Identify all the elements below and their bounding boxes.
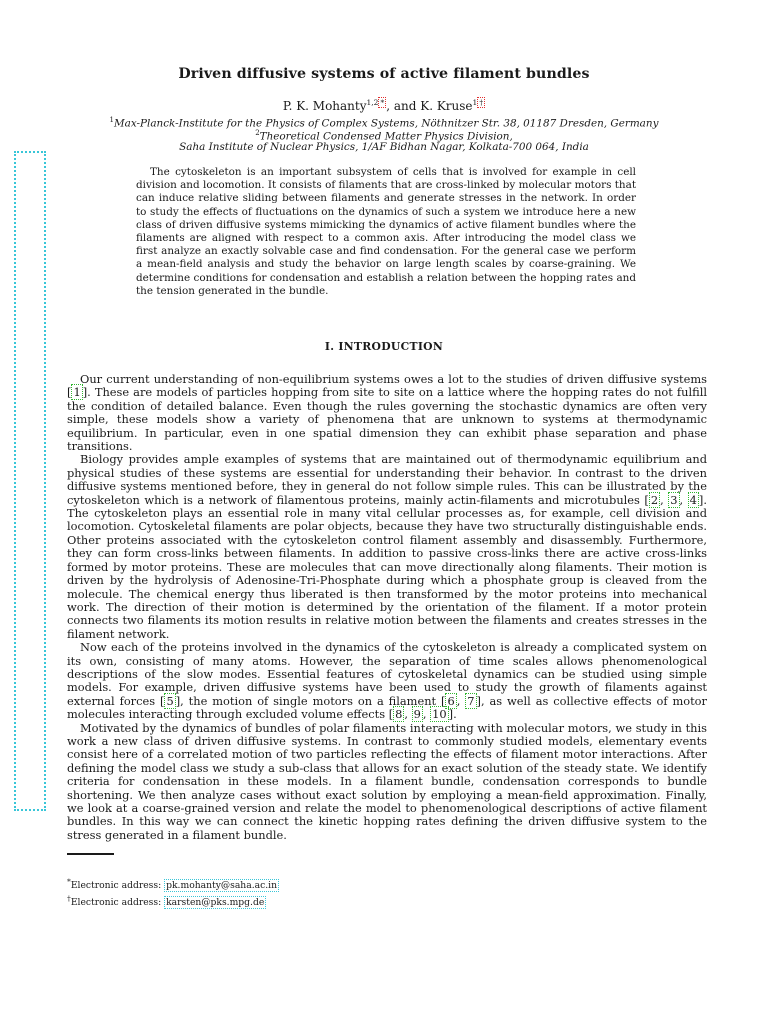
introduction-body	[67, 373, 707, 842]
affiliation-1-mark: 1	[109, 116, 114, 124]
citation-10[interactable]: 10	[432, 707, 447, 722]
footnote-2-label: Electronic address:	[70, 896, 165, 908]
author-mohanty-affiliation: 1,2	[366, 98, 379, 107]
citation-9[interactable]: 9	[413, 707, 421, 722]
author-conjunction: , and	[386, 99, 417, 113]
paragraph-1-text-cont: ]. These are models of particles hopping from site to site on a lattice where the hopping rates do not fulfill the condition of detailed balance. Even though the rules governing the stochastic dynamics are often very simple, these models show a variety of phenomena that are unknown to systems at thermodynamic equilibrium. In particular, even in one spatial dimension they can exhibit phase separation and phase transitions.	[67, 385, 707, 454]
citation-6[interactable]: 6	[447, 693, 455, 708]
footnote-2-mark: †	[67, 893, 71, 903]
affiliation-2-address-text: Saha Institute of Nuclear Physics, 1/AF Bidhan Nagar, Kolkata-700 064, India	[179, 141, 589, 153]
affiliation-1-text: Max-Planck-Institute for the Physics of Complex Systems, Nöthnitzer Str. 38, 01187 Dresden, Germany	[114, 117, 659, 130]
paragraph-3-text-cont-2: ], as well as collective effects of motor molecules interacting through excluded volume effects [	[67, 693, 707, 722]
paragraph-3-text: Now each of the proteins involved in the dynamics of the cytoskeleton is already a complicated system on its own, consisting of many atoms. However, the separation of time scales allows phenomenological descriptions of the slow modes. Essential features of cytoskeletal dynamics can be studied using simple models. For example, driven diffusive systems have been used to study the growth of filaments against external forces [	[67, 640, 707, 708]
paragraph-3-text-cont: ], the motion of single motors on a filament [	[175, 693, 446, 708]
author-kruse-email-mark[interactable]: †	[479, 98, 484, 107]
citation-7[interactable]: 7	[467, 693, 475, 708]
footnote-1	[67, 876, 279, 893]
paragraph-1-text: Our current understanding of non-equilibrium systems owes a lot to the studies of driven diffusive systems [	[67, 372, 707, 400]
email-link-kruse[interactable]: karsten@pks.mpg.de	[166, 896, 265, 908]
footnote-1-label: Electronic address:	[70, 880, 165, 892]
paragraph-2-text-cont: ]. The cytoskeleton plays an essential role in many vital cellular processes as, for example, cell division and locomotion. Cytoskeletal filaments are polar objects, because they have two structurally distinguishable ends. Other proteins associated with the cytoskeleton control filament assembly and disassembly. Furthermore, they can form cross-links between filaments. In addition to passive cross-links there are active cross-links formed by motor proteins. These are molecules that can move directionally along filaments. Their motion is driven by the hydrolysis of Adenosine-Tri-Phosphate during which a phosphate group is cleaved from the molecule. The chemical energy thus liberated is then transformed by the motor proteins into mechanical work. The direction of their motion is determined by the orientation of the filament. If a motor protein connects two filaments its motion results in relative motion between the filaments and creates stresses in the filament network.	[67, 492, 707, 641]
section-heading-introduction: I. INTRODUCTION	[324, 340, 444, 353]
citation-1[interactable]: 1	[73, 385, 81, 400]
footnotes	[67, 876, 279, 909]
author-kruse-affiliation: 1	[472, 98, 478, 107]
paragraph-3-text-end: ].	[448, 707, 457, 722]
citation-2[interactable]: 2	[650, 492, 659, 507]
footnote-rule	[67, 853, 114, 855]
paragraph-4: Motivated by the dynamics of bundles of polar filaments interacting with molecular motors, we study in this work a new class of driven diffusive systems. In contrast to commonly studied models, elementary events consist here of a correlated motion of two particles reflecting the effects of filament motor interactions. After defining the model class we study a sub-class that allows for an exact solution of the steady state. We identify criteria for condensation in these models. In a filament bundle, condensation corresponds to bundle shortening. We then analyze cases without exact solution by employing a mean-field approximation. Finally, we look at a coarse-grained version and relate the model to phenomenological descriptions of active filament bundles. In this way we can connect the kinetic hopping rates defining the driven diffusive system to the stress generated in a filament bundle.	[67, 720, 707, 842]
author-mohanty: P. K. Mohanty	[282, 99, 367, 113]
email-link-mohanty[interactable]: pk.mohanty@saha.ac.in	[166, 880, 278, 892]
affiliation-2-address	[0, 140, 768, 154]
paragraph-2-text: Biology provides ample examples of systems that are maintained out of thermodynamic equilibrium and physical studies of these systems are essential for understanding their behavior. In contrast to the driven diffusive systems mentioned before, they in general do not follow simple rules. This can be illustrated by the cytoskeleton which is a network of filamentous proteins, mainly actin-filaments and microtubules [	[67, 452, 707, 507]
affiliation-2-mark: 2	[255, 129, 260, 137]
author-line	[0, 98, 768, 113]
footnote-2	[67, 893, 279, 910]
citation-4[interactable]: 4	[689, 492, 697, 507]
citation-3[interactable]: 3	[670, 492, 678, 507]
author-kruse: K. Kruse	[420, 99, 473, 113]
citation-8[interactable]: 8	[395, 707, 403, 722]
paragraph-3: Now each of the proteins involved in the dynamics of the cytoskeleton is already a complicated system on its own, consisting of many atoms. However, the separation of time scales allows phenomenological descriptions of the slow modes. Essential features of cytoskeletal dynamics can be studied using simple models. For example, driven diffusive systems have been used to study the growth of filaments against external forces [ 5 ], the motion of single motors on a filament [ 6 , 7 ], as well as collective effects of motor molecules interacting through excluded volume effects [ 8 , 9 , 10 ].	[67, 640, 707, 722]
paragraph-2: Biology provides ample examples of systems that are maintained out of thermodynamic equilibrium and physical studies of these systems are essential for understanding their behavior. In contrast to the driven diffusive systems mentioned before, they in general do not follow simple rules. This can be illustrated by the cytoskeleton which is a network of filamentous proteins, mainly actin-filaments and microtubules [ 2 , 3 , 4 ]. The cytoskeleton plays an essential role in many vital cellular processes as, for example, cell division and locomotion. Cytoskeletal filaments are polar objects, because they have two structurally distinguishable ends. Other proteins associated with the cytoskeleton control filament assembly and disassembly. Furthermore, they can form cross-links between filaments. In addition to passive cross-links there are active cross-links formed by motor proteins. These are molecules that can move directionally along filaments. Their motion is driven by the hydrolysis of Adenosine-Tri-Phosphate during which a phosphate group is cleaved from the molecule. The chemical energy thus liberated is then transformed by the motor proteins into mechanical work. The direction of their motion is determined by the orientation of the filament. If a motor protein connects two filaments its motion results in relative motion between the filaments and creates stresses in the filament network.	[67, 452, 707, 641]
arxiv-identifier-link[interactable]	[14, 151, 46, 811]
paper-title: Driven diffusive systems of active filament bundles	[178, 66, 590, 82]
citation-5[interactable]: 5	[166, 693, 174, 708]
paragraph-1	[67, 373, 707, 453]
footnote-1-mark: *	[67, 877, 71, 886]
author-mohanty-email-mark[interactable]: *	[380, 98, 385, 107]
affiliation-2-text: Theoretical Condensed Matter Physics Division,	[259, 130, 513, 143]
abstract: The cytoskeleton is an important subsystem of cells that is involved for example in cell division and locomotion. It consists of filaments that are cross-linked by molecular motors that can induce relative sliding between filaments and generate stresses in the network. In order to study the effects of fluctuations on the dynamics of such a system we introduce here a new class of driven diffusive systems mimicking the dynamics of active filament bundles where the filaments are aligned with respect to a common axis. After introducing the model class we first analyze an exactly solvable case and find condensation. For the general case we perform a mean-field analysis and study the behavior on large length scales by coarse-graining. We determine conditions for condensation and establish a relation between the hopping rates and the tension generated in the bundle.	[136, 166, 636, 297]
